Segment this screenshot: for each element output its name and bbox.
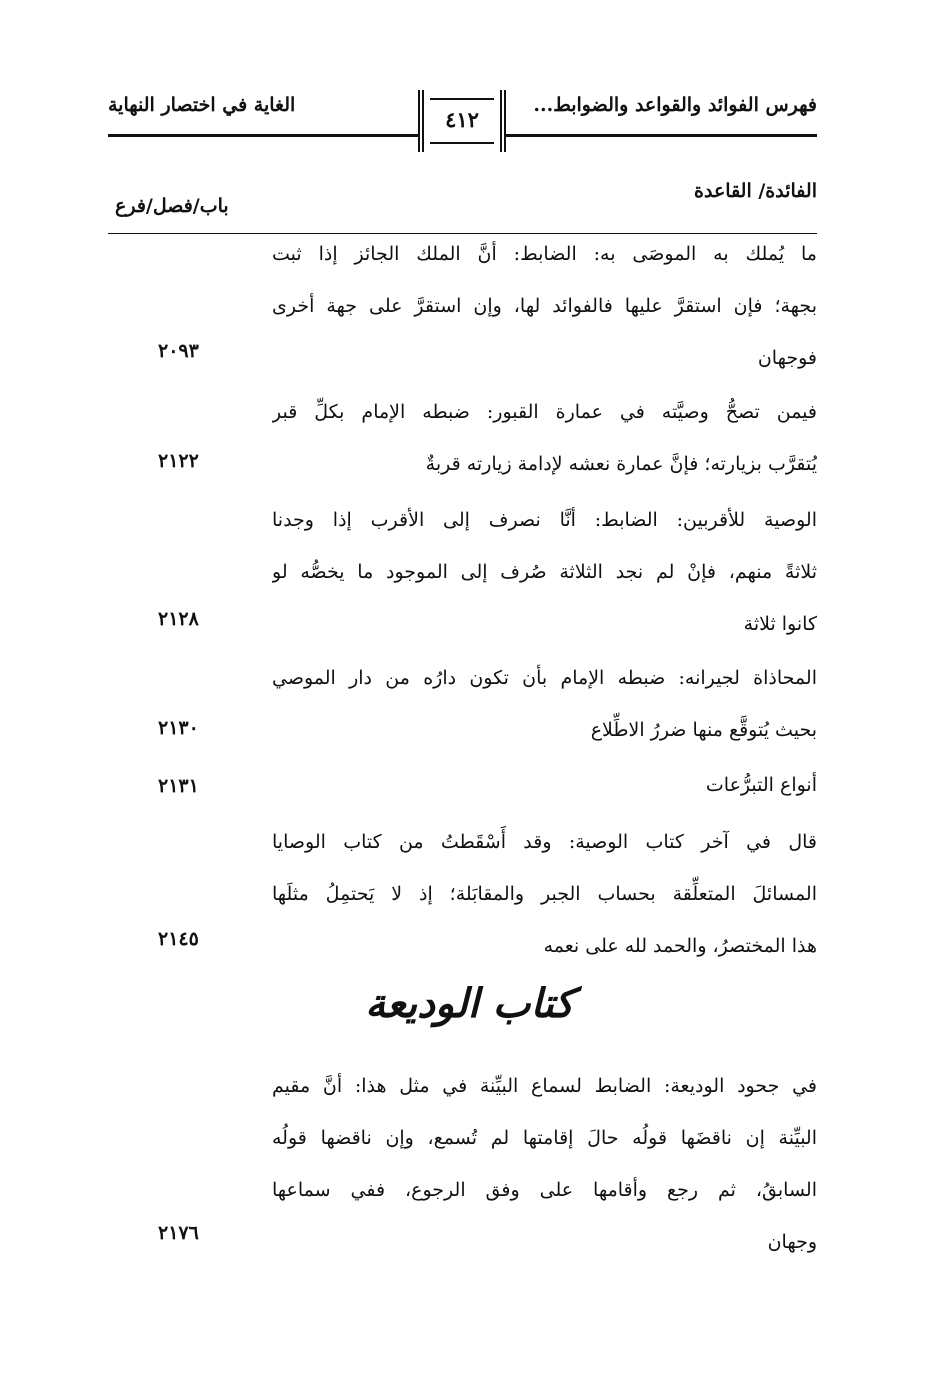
book-title-calligraphy: كتاب الوديعة [365, 980, 574, 1027]
entry-line: ثلاثةً منهم، فإنْ لم نجد الثلاثة صُرف إلى الموجود ما يخصُّه لو [272, 561, 817, 583]
index-entry [272, 1060, 817, 1268]
entry-line: المحاذاة لجيرانه: ضبطه الإمام بأن تكون دارُه من دار الموصي [272, 667, 817, 689]
index-entry [272, 816, 817, 972]
entry-line: يُتقرَّب بزيارته؛ فإنَّ عمارة نعشه لإدامة زيارته قربةٌ [425, 453, 817, 475]
entry-line: السابقُ، ثم رجع وأقامها على وفق الرجوع، ففي سماعها [272, 1179, 817, 1201]
entry-page-ref: ٢٠٩٣ [158, 340, 199, 362]
entry-line: في جحود الوديعة: الضابط لسماع البيِّنة في مثل هذا: أنَّ مقيم [272, 1075, 817, 1097]
entry-line: البيِّنة إن ناقضَها قولُه حالَ إقامتها لم تُسمع، وإن ناقضها قولُه [272, 1127, 817, 1149]
entry-page-ref: ٢١٢٨ [158, 608, 199, 630]
index-entry [272, 652, 817, 756]
entry-line: فيمن تصحُّ وصيَّته في عمارة القبور: ضبطه الإمام بكلِّ قبر [272, 401, 817, 423]
entry-page-ref: ٢١٢٢ [158, 450, 199, 472]
entry-line: المسائلَ المتعلِّقة بحساب الجبر والمقابَلة؛ إذ لا يَحتمِلُ مثلَها [272, 883, 817, 905]
index-entry [272, 228, 817, 384]
entry-page-ref: ٢١٣٠ [158, 717, 199, 739]
entry-page-ref: ٢١٧٦ [158, 1222, 199, 1244]
entry-line: فوجهان [757, 347, 817, 369]
index-entry [272, 494, 817, 650]
entry-line: بحيث يُتوقَّع منها ضررُ الاطِّلاع [590, 719, 817, 741]
entry-line: ما يُملك به الموصَى به: الضابط: أنَّ الملك الجائز إذا ثبت [272, 243, 817, 265]
page-number: ٤١٢ [445, 107, 479, 132]
entry-line: أنواع التبرُّعات [705, 774, 817, 796]
entry-page-ref: ٢١٤٥ [158, 928, 199, 950]
entry-line: كانوا ثلاثة [743, 613, 817, 635]
entry-line: هذا المختصرُ، والحمد لله على نعمه [543, 935, 817, 957]
index-entry [272, 386, 817, 490]
entry-line: بجهة؛ فإن استقرَّ عليها فالفوائد لها، وإن استقرَّ على جهة أخرى [272, 295, 817, 317]
page-number-frame [418, 90, 506, 152]
entry-line: قال في آخر كتاب الوصية: وقد أَسْقَطتُ من كتاب الوصايا [272, 831, 817, 853]
entry-line: الوصية للأقربين: الضابط: أنَّا نصرف إلى الأقرب إذا وجدنا [272, 509, 817, 531]
entry-page-ref: ٢١٣١ [158, 775, 199, 797]
running-header-book-title: الغاية في اختصار النهاية [108, 94, 296, 116]
entry-line: وجهان [767, 1231, 817, 1253]
index-entry [272, 759, 817, 811]
column-heading-rule: الفائدة/ القاعدة [694, 180, 817, 202]
column-heading-location: باب/فصل/فرع [115, 195, 229, 217]
running-header-section-title: فهرس الفوائد والقواعد والضوابط... [533, 94, 817, 116]
